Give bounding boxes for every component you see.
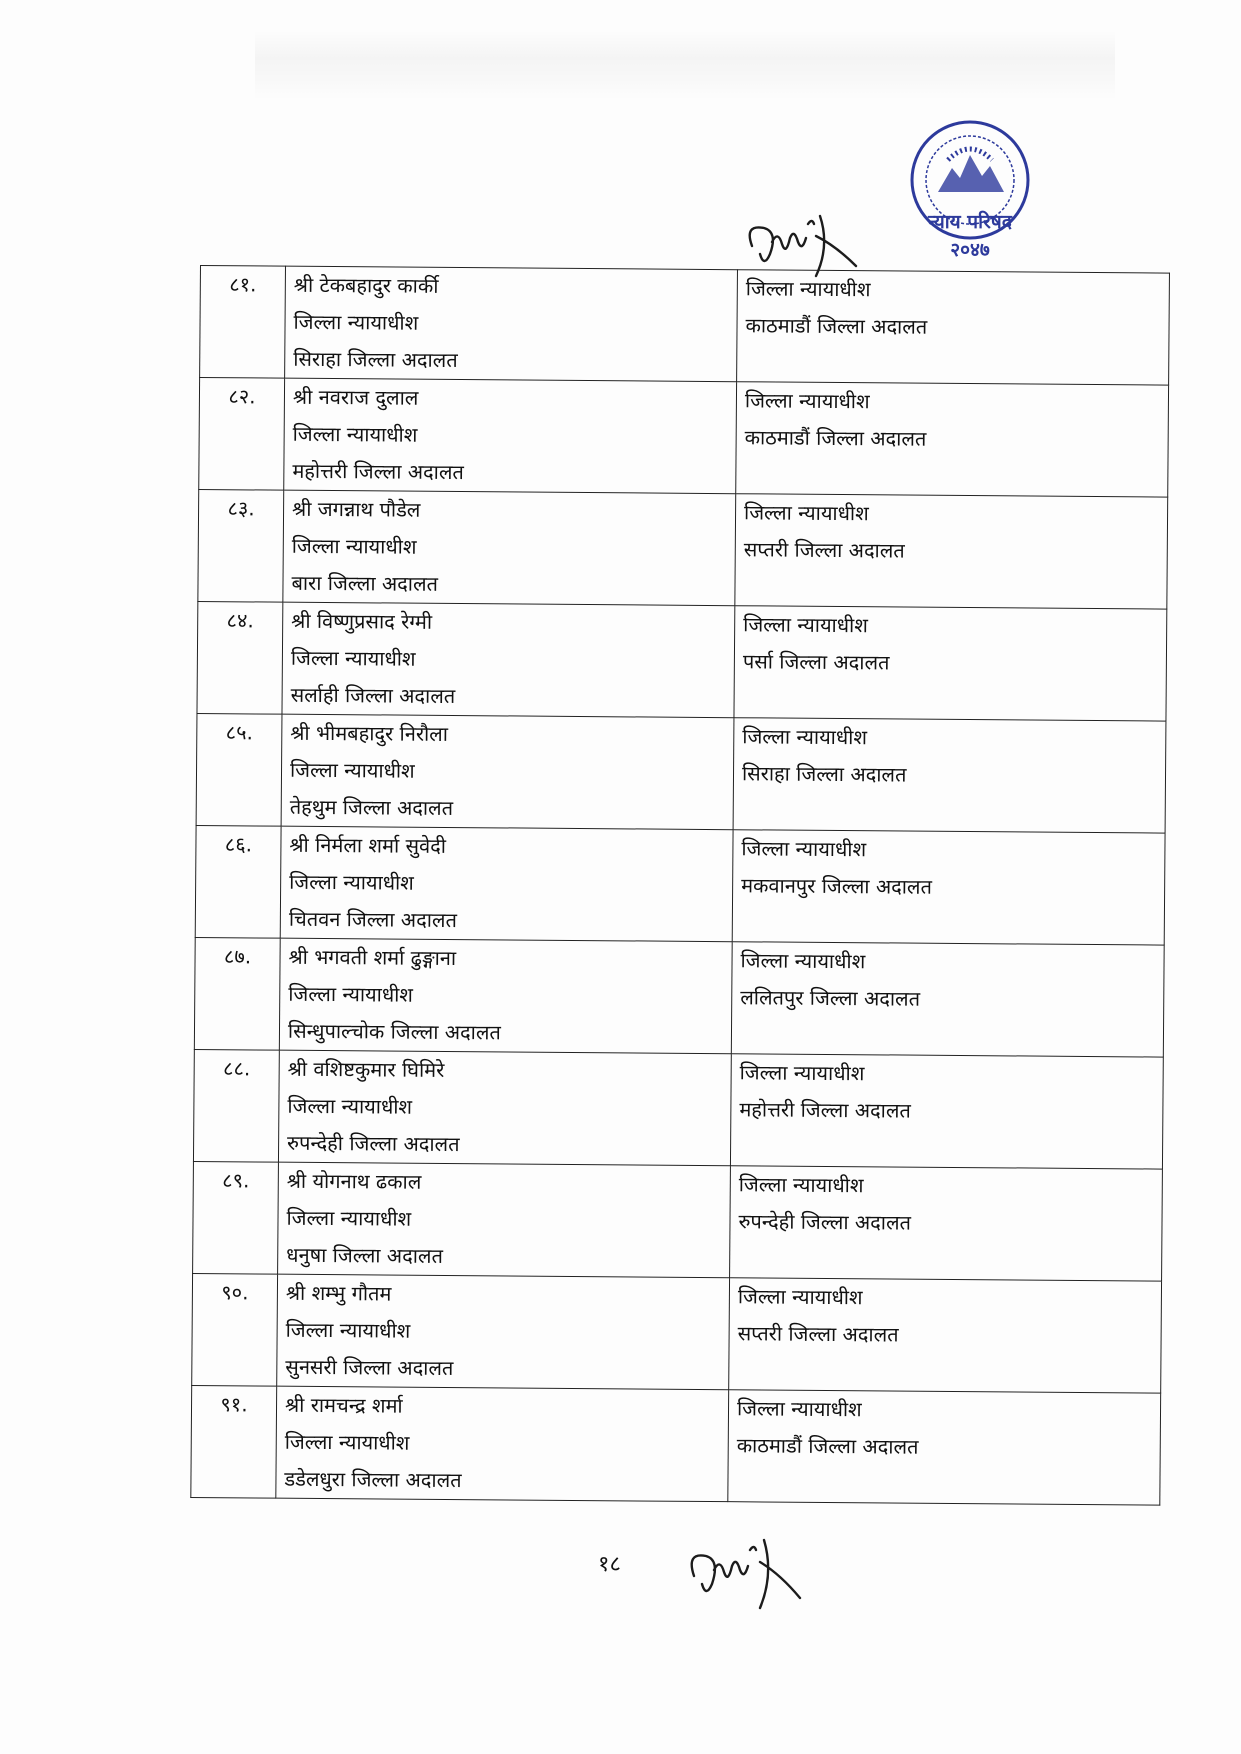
new-post: जिल्ला न्यायाधीश bbox=[741, 836, 867, 862]
new-court: ललितपुर जिल्ला अदालत bbox=[740, 985, 921, 1011]
new-posting-cell bbox=[729, 1278, 1162, 1393]
judge-name: श्री वशिष्टकुमार घिमिरे bbox=[287, 1056, 445, 1082]
svg-text:न्याय परिषद: न्याय परिषद bbox=[928, 211, 1012, 233]
current-posting-cell bbox=[282, 602, 735, 718]
current-post: जिल्ला न्यायाधीश bbox=[293, 309, 419, 335]
serial-number bbox=[198, 489, 284, 602]
judge-name: श्री विष्णुप्रसाद रेग्मी bbox=[291, 608, 433, 634]
judge-name: श्री भगवती शर्मा ढुङ्गाना bbox=[288, 944, 457, 971]
current-posting-cell bbox=[280, 826, 733, 942]
new-court: सप्तरी जिल्ला अदालत bbox=[737, 1321, 899, 1347]
new-post: जिल्ला न्यायाधीश bbox=[739, 1060, 865, 1086]
current-court: सर्लाही जिल्ला अदालत bbox=[290, 682, 456, 709]
table-row bbox=[197, 601, 1167, 721]
serial-number bbox=[197, 601, 283, 714]
new-posting-cell bbox=[730, 1054, 1163, 1169]
new-post: जिल्ला न्यायाधीश bbox=[738, 1172, 864, 1198]
signature-bottom bbox=[680, 1528, 820, 1618]
table-row bbox=[195, 825, 1165, 945]
current-posting-cell bbox=[285, 266, 738, 382]
current-court: रुपन्देही जिल्ला अदालत bbox=[287, 1130, 460, 1157]
new-court: मकवानपुर जिल्ला अदालत bbox=[741, 873, 933, 899]
serial-number-text: ९१. bbox=[220, 1392, 248, 1417]
table-row bbox=[199, 378, 1169, 498]
current-court: बारा जिल्ला अदालत bbox=[291, 570, 439, 596]
current-posting-cell bbox=[281, 714, 734, 830]
table-row bbox=[191, 1385, 1161, 1505]
judge-name: श्री टेकबहादुर कार्की bbox=[293, 272, 439, 298]
serial-number bbox=[194, 937, 280, 1050]
table-row bbox=[192, 1273, 1162, 1393]
new-post: जिल्ला न्यायाधीश bbox=[742, 724, 868, 750]
new-posting-cell bbox=[733, 718, 1166, 833]
scan-bleed-through bbox=[255, 30, 1115, 100]
new-court: सप्तरी जिल्ला अदालत bbox=[743, 537, 905, 563]
current-post: जिल्ला न्यायाधीश bbox=[291, 533, 417, 559]
current-court: सिराहा जिल्ला अदालत bbox=[293, 346, 458, 373]
table-row bbox=[193, 1049, 1163, 1169]
table-row bbox=[193, 1161, 1163, 1281]
new-posting-cell bbox=[735, 494, 1168, 609]
current-court: धनुषा जिल्ला अदालत bbox=[286, 1242, 444, 1268]
current-post: जिल्ला न्यायाधीश bbox=[292, 421, 418, 447]
serial-number-text: ८३. bbox=[227, 496, 255, 521]
serial-number bbox=[193, 1049, 279, 1162]
judge-name: श्री नवराज दुलाल bbox=[292, 384, 419, 410]
serial-number-text: ८४. bbox=[226, 608, 254, 633]
new-court: रुपन्देही जिल्ला अदालत bbox=[738, 1209, 912, 1235]
transfer-table bbox=[190, 265, 1170, 1506]
judge-name: श्री शम्भु गौतम bbox=[285, 1280, 392, 1306]
serial-number-text: ८९. bbox=[222, 1168, 250, 1193]
current-post: जिल्ला न्यायाधीश bbox=[290, 645, 416, 671]
table-row bbox=[200, 266, 1170, 386]
table-row bbox=[194, 937, 1164, 1057]
judicial-council-seal bbox=[890, 110, 1050, 270]
new-court: पर्सा जिल्ला अदालत bbox=[742, 649, 890, 675]
serial-number bbox=[192, 1273, 278, 1386]
serial-number bbox=[193, 1161, 279, 1274]
current-post: जिल्ला न्यायाधीश bbox=[288, 981, 414, 1007]
current-court: चितवन जिल्ला अदालत bbox=[288, 906, 458, 933]
current-court: डडेलधुरा जिल्ला अदालत bbox=[284, 1466, 462, 1493]
new-court: काठमाडौं जिल्ला अदालत bbox=[744, 425, 927, 451]
current-post: जिल्ला न्यायाधीश bbox=[286, 1205, 412, 1231]
table-row bbox=[198, 489, 1168, 609]
new-post: जिल्ला न्यायाधीश bbox=[736, 1396, 862, 1422]
current-post: जिल्ला न्यायाधीश bbox=[289, 869, 414, 895]
serial-number-text: ९०. bbox=[221, 1280, 249, 1305]
current-court: तेहथुम जिल्ला अदालत bbox=[289, 794, 454, 821]
serial-number bbox=[195, 825, 281, 938]
judge-name: श्री भीमबहादुर निरौला bbox=[290, 720, 449, 746]
new-court: महोत्तरी जिल्ला अदालत bbox=[739, 1097, 911, 1123]
current-posting-cell bbox=[278, 1162, 731, 1278]
new-post: जिल्ला न्यायाधीश bbox=[743, 612, 868, 638]
judge-name: श्री रामचन्द्र शर्मा bbox=[284, 1392, 403, 1418]
current-posting-cell bbox=[276, 1386, 729, 1502]
current-post: जिल्ला न्यायाधीश bbox=[284, 1429, 410, 1455]
new-post: जिल्ला न्यायाधीश bbox=[740, 948, 866, 974]
current-post: जिल्ला न्यायाधीश bbox=[285, 1317, 411, 1343]
serial-number-text: ८१. bbox=[229, 272, 257, 297]
serial-number-text: ८६. bbox=[224, 832, 253, 857]
new-posting-cell bbox=[737, 270, 1170, 385]
judge-name: श्री योगनाथ ढकाल bbox=[286, 1168, 422, 1194]
new-post: जिल्ला न्यायाधीश bbox=[745, 276, 871, 302]
serial-number-text: ८२. bbox=[228, 384, 256, 409]
serial-number-text: ८५. bbox=[225, 720, 254, 745]
new-post: जिल्ला न्यायाधीश bbox=[744, 388, 870, 414]
new-posting-cell bbox=[734, 606, 1167, 721]
page-number: १८ bbox=[598, 1552, 621, 1577]
new-court: काठमाडौं जिल्ला अदालत bbox=[745, 313, 928, 339]
judge-name: श्री जगन्नाथ पौडेल bbox=[291, 496, 421, 522]
judge-name: श्री निर्मला शर्मा सुवेदी bbox=[289, 832, 447, 858]
current-court: सुनसरी जिल्ला अदालत bbox=[285, 1354, 454, 1381]
serial-number-text: ८८. bbox=[223, 1056, 251, 1081]
new-posting-cell bbox=[728, 1390, 1161, 1505]
serial-number bbox=[199, 378, 285, 491]
new-court: सिराहा जिल्ला अदालत bbox=[741, 761, 907, 787]
new-posting-cell bbox=[736, 382, 1169, 497]
serial-number bbox=[196, 713, 282, 826]
new-posting-cell bbox=[730, 1166, 1163, 1281]
current-court: महोत्तरी जिल्ला अदालत bbox=[292, 458, 464, 485]
current-posting-cell bbox=[279, 938, 732, 1054]
new-posting-cell bbox=[731, 942, 1164, 1057]
serial-number-text: ८७. bbox=[223, 944, 252, 969]
new-court: काठमाडौं जिल्ला अदालत bbox=[736, 1433, 919, 1459]
new-post: जिल्ला न्यायाधीश bbox=[743, 500, 869, 526]
current-posting-cell bbox=[284, 378, 737, 494]
new-post: जिल्ला न्यायाधीश bbox=[737, 1284, 863, 1310]
current-posting-cell bbox=[278, 1050, 731, 1166]
current-posting-cell bbox=[277, 1274, 730, 1390]
table-row bbox=[196, 713, 1166, 833]
current-court: सिन्धुपाल्चोक जिल्ला अदालत bbox=[287, 1018, 501, 1045]
serial-number bbox=[191, 1385, 277, 1498]
current-posting-cell bbox=[283, 490, 736, 606]
svg-text:२०४७: २०४७ bbox=[950, 239, 990, 261]
new-posting-cell bbox=[732, 830, 1165, 945]
current-post: जिल्ला न्यायाधीश bbox=[289, 757, 415, 783]
serial-number bbox=[200, 266, 286, 379]
current-post: जिल्ला न्यायाधीश bbox=[287, 1093, 413, 1119]
